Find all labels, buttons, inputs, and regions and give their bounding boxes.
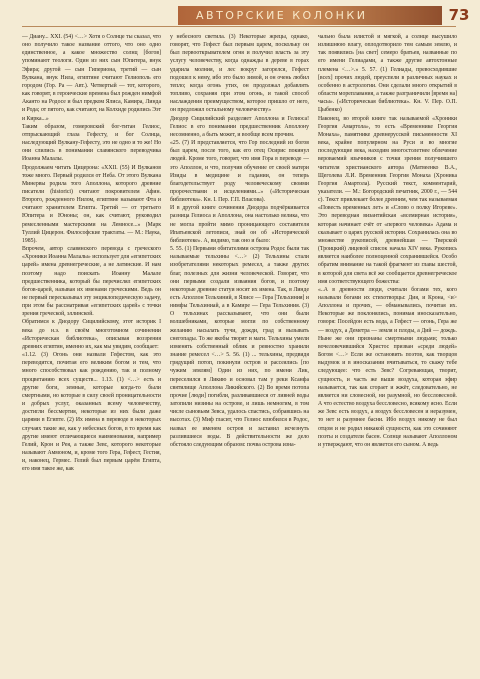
page-number: 73 [442,4,476,26]
paragraph: «..А в древности люди, считали богами тех, кого называли богами их стихотворцы: Дия, и Крона, <и> Аполлона и прочих, — обманывались, почитая их. Некоторые же поклонялись, понимая иносказательно, говоря: Посейдон есть вода, а Гефест — огонь, Гера же — воздух, а Деметра — земля и плоды, а Дий — дождь. Ныне же они признаны смертными людьми; только вочеловечившийся Христос призван «среди людей» Богом <…> Если же остановить поэтов, как творцов выдумок и в иносказании вчитываться, то скажу тебе следующее: что есть Зевс? Согревающая, творит, сущность, и часть же выше воздуха, которая эфир называется, так как сгорает и жжёт, следовательно, не является ни словесной, ни разумной, но бессловесной. А что естество воздуха бессловесно, всякому ясно. Если же Зевс есть воздух, а воздух бессловесен и неразумен, то нет и разумнее басни. Ибо воздух никому не был отцом и не родил никакой сущности, как это сочиняют поэты и создатели басен. Солнце называют Аполлоном и утверждают, что он является его сыном. А ведь [318,286,457,448]
header-rule [22,26,456,27]
article-body [22,33,458,673]
paragraph: Таким образом, гомеровский бог-титан Гелиос, отпрыскающий глаза Гефесту, и бог Солнца, наследующий Вулкану-Гефесту, это не одно и то же! Но они слились в понимании славянского переводчика Иоанна Малалы. [22,123,161,163]
paragraph: «1.12. (3) Огонь они назвали Гефестом, как это переводится, почитая его великим богом и тем, что много способствовал как рождению, так и полному процветанию всех существ... 1.13. (1) <…> есть и другие боги, земные, которые когда-то были смертными, но которые в силу своей проницательности и добрых услуг, оказанных всему человечеству, достигли бессмертия, некоторые из них были даже царями в Египте. (2) Их имена в переводе в некоторых случаях такие же, как у небесных богов, в то время как другие имеют отличающиеся наименования, например Гелий, Крон и Рея, а также Зевс, которого некоторые называют Аммоном, и, кроме того Гера, Гефест, Гестия, и, наконец, Гермес. Гелий был первым царём Египта, его имя такое же, как [22,352,161,473]
paragraph: чально была илистой и мягкой, а солнце высушило излишнюю влагу, оплодотворило тем самым землю, и так появились [на свет] семеро братьев, названные по его имени Гелиадами, а также другие автохтонные племена <…>.» 5. 57. (1) Гелиады, превосходившие [всех] прочих людей, преуспели в различных науках и особенно в астрологии. Они сделали много открытий в области мореплавания, а также разграничили [время на] часы». («Историческая библиотека». Кн. V. Пер. О.П. Цыбенко) [318,34,457,114]
paragraph: Продолжаем читать Цицерона: «XXII. (55) И Вулканов тоже много. Первый родился от Неба. От этого Вулкана Минервы родила того Аполлона, которого древние писатели (historici) считают покровителем Афин. Второго, рожденного Нилом, египтяне называют Фта и считают хранителем Египта. Третий — от третьего Юпитера и Юноны; он, как считают, руководил ремесленными мастерскими на Лемносе...» (Марк Туллий Цицерон. Философские трактаты. — М.: Наука, 1985). [22,164,161,244]
text-column-2 [170,33,309,673]
paragraph: у небесного светила. (3) Некоторые жрецы, однако, говорят, что Гефест был первым царем, поскольку он был первооткрывателем огня и получил власть за эту услугу человечеству, когда однажды в дереве в горах ударила молния, и лес вокруг загорелся, Гефест подошел к нему, ибо это было зимой, и он очень любил тепло; когда огонь утих, он продолжал добавлять топливо, сохраняя при этом огонь, и такой способ наслаждения преимуществом, которое пришло от него, он предложил остальному человечеству» [170,34,309,114]
section-title: АВТОРСКИЕ КОЛОНКИ [196,9,368,22]
paragraph: — Диану... XXI. (54) <…> Хотя о Солнце ты сказал, что оно получило такое название оттого, что оно одно единственное, а какое множество солнц [богов] упоминают теологи. Один из них сын Юпитера, внук Эфира; другой — сын Гипериона, третий — сын Вулкана, внук Нила, египтяне считают Гелиополь его городом (Гор. Ра — Авт.). Четвертый — тот, которого, как говорят, в героические времена был рожден нимфой Аканто на Родосе и был предком Ялиса, Камира, Линда и Рода; от пятого, как считают, на Колхиде родились Ээт и Кирка...» [22,34,161,122]
text-column-3 [318,33,457,673]
paragraph: Обратимся к Диодору Сицилийскому, этот историк I века до н.э. в своём многотомном сочинении «Историческая библиотека», описывая воззрения древних египтян, именно их, как мы увидим, сообщает: [22,319,161,350]
paragraph: 5. 55. (1) Первыми обитателями острова Родос были так называемые тельхины <…> (2) Тельхины стали изобретателями некоторых ремесел, а также других благ, полезных для жизни человеческой. Говорят, что они первыми создали изваяния богов, и поэтому некоторые древние статуи носят их имена. Так, в Линде есть Аполлон Тельхиний, в Ялисе — Гера [Тельхиния] и нимфы Тельхиниай, а в Камире — Гера Тельхиния. (3) О тельхинах рассказывают, что они были волшебниками, которые могли по собственному желанию насылать тучи, дожди, град и вызывать снегопады. То же якобы творят и маги. Тельхины умели изменять собственный облик и ревностно хранили знание ремесел <…> 5. 56. (1) ... тельхины, предвидя грядущий потоп, покинули остров и рассеялись [по чужим землям] Один из них, по имени Лик, переселился в Ликию и основал там у реки Ксанфа святилище Аполлона Ликийского. (2) Во время потопа прочие [люди] погибли, разливавшиеся от ливней воды затопили низины на острове, и лишь немногим, в том числе сыновьям Зевса, удалось спастись, собравшись на высотах. (3) Миф гласит, что Гелиос влюбился в Родос, назвал ее именем остров и заставил исчезнуть разлившиеся воды. В действительности же дело обстояло следующим образом: почва острова изна- [170,246,309,448]
page-header [0,0,480,30]
paragraph: Впрочем, автор славянского перевода с греческого «Хроники Иоанна Малалы» использует для «египетских царей» имена древнегреческие, а не латинские. И нам поэтому надо поискать Иоанну Малале предшественника, который бы перечислял египетских богов-царей, называя их именами греческими. Ведь он не первый пересказывал эту энциклопедическую задачу, при этом бы рассматривая «египетских царей» с точки зрения греческой, эллинской. [22,246,161,318]
paragraph: Диодор Сицилийский разделяет Аполлона и Гелиоса! Гелиос в его понимании предшественник Аполлону несомненно, а быть может, и вообще всем прочим. [170,115,309,138]
paragraph: «25. (7) И представляется, что Гор последний из богов был царем, после того, как его отец Осирис покинул людей. Кроме того, говорят, что имя Гора в переводе — это Аполлон, и что, получив обучение от своей матери Изиды в медицине и гадании, он теперь благодетельствует роду человеческому своими пророчествами и исцелениями...» («Историческая библиотека». Кн. I. Пер. Г.П. Власова). [170,140,309,204]
paragraph: И в другой книге сочинения Диодора подчёркивается разница Гелиоса и Аполлона, она настолько велика, что не могла пройти мимо проницающего составителя Ипатьевской летописи, знай он об «Исторической библиотеке». А, видимо, так оно и было: [170,205,309,244]
text-column-1 [22,33,161,673]
paragraph: Наконец, во второй книге так называемой «Хроники Георгия Амартола», то есть «Временнике Георгия Монаха», памятнике древнерусской письменности XI века, крайне популярном на Руси и во многие последующие века, находим многостолетнее облечение вероваемий язычников с точки зрения получившего читателя христианского автора (Матвеенко В.А., Щеголева Л.И. Временник Георгия Монаха (Хроника Георгия Амартола). Русский текст, комментарий, указатели. — М.: Богородский печатник, 2000 г., — 544 с). Текст привлекает более древним, чем так называемая «Повесть временных лет» и «Слово о полку Игореве». Это переводная византийская «всемирная история», которая начинает счёт от «первого человека» Адама и сказывает о царях русской истории. Сохранилась она во множестве рукописей, древнейшая — Тверской (Троицкий) лицевой список начала XIV века. Рукопись является наиболее полноценной сохранившейся. Особо обратим внимание на такой фрагмент из главы шестой, в которой для света всё же сообщается древнегреческое имя соответствующего божества: [318,115,457,285]
